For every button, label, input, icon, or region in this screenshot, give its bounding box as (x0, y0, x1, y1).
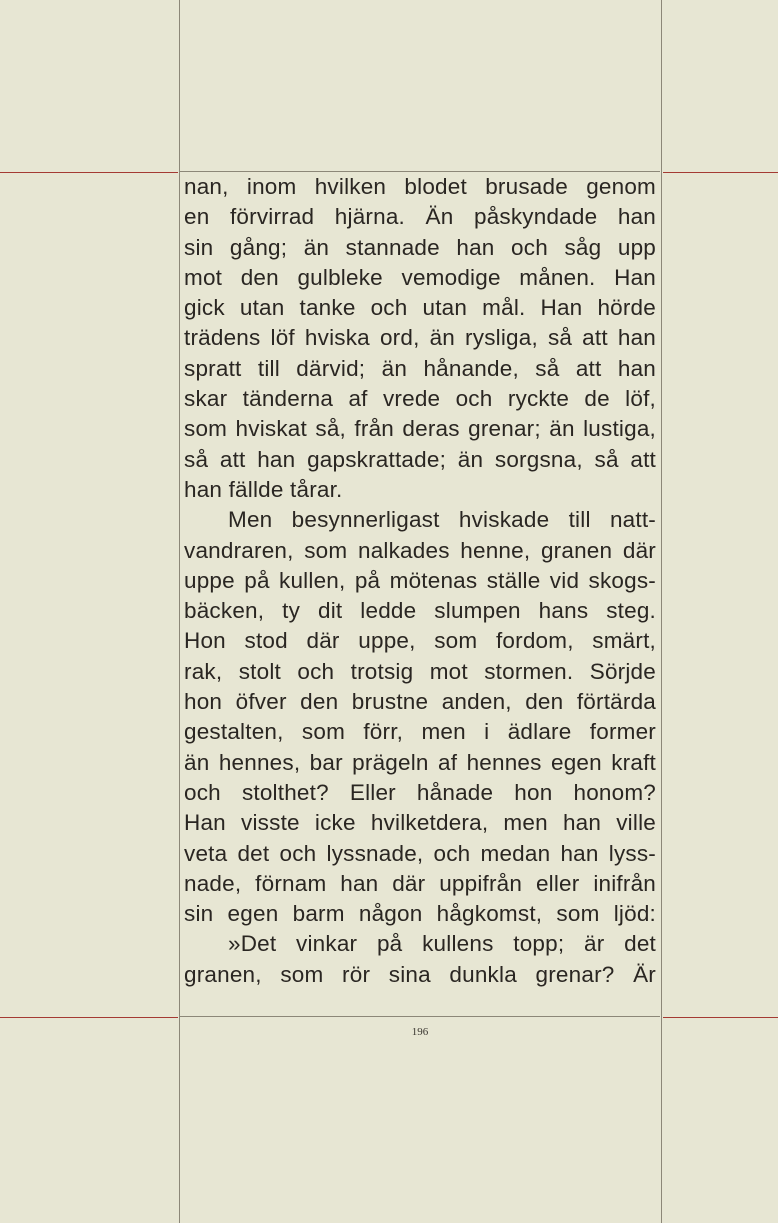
text-line: uppe på kullen, på mötenas ställe vid skogs- (184, 567, 656, 593)
text-line: än hennes, bar prägeln af hennes egen kraft (184, 749, 656, 775)
text-line: rak, stolt och trotsig mot stormen. Sörjde (184, 658, 656, 684)
right-margin-rule (661, 0, 662, 1223)
text-line: bäcken, ty dit ledde slumpen hans steg. (184, 598, 656, 624)
text-line: mot den gulbleke vemodige månen. Han (184, 264, 656, 290)
text-line: skar tänderna af vrede och ryckte de löf, (184, 386, 656, 412)
text-line: granen, som rör sina dunkla grenar? Är (184, 961, 656, 987)
text-line: trädens löf hviska ord, än rysliga, så att han (184, 325, 656, 351)
bottom-right-red-rule (663, 1017, 778, 1018)
text-line: en förvirrad hjärna. Än påskyndade han (184, 204, 656, 230)
text-line: spratt till därvid; än hånande, så att han (184, 355, 656, 381)
text-line: veta det och lyssnade, och medan han lyss- (184, 840, 656, 866)
text-line: han fällde tårar. (184, 476, 343, 502)
text-line: hon öfver den brustne anden, den förtärda (184, 689, 656, 715)
text-line: vandraren, som nalkades henne, granen där (184, 537, 656, 563)
text-frame-bottom-rule (180, 1016, 660, 1017)
text-line: Hon stod där uppe, som fordom, smärt, (184, 628, 656, 654)
text-line: sin gång; än stannade han och såg upp (184, 234, 656, 260)
text-line: och stolthet? Eller hånade hon honom? (184, 779, 656, 805)
text-line: nade, förnam han där uppifrån eller inifrån (184, 870, 656, 896)
text-line: Men besynnerligast hviskade till natt- (228, 507, 656, 533)
text-line: så att han gapskrattade; än sorgsna, så att (184, 446, 656, 472)
text-line: Han visste icke hvilketdera, men han ville (184, 810, 656, 836)
top-right-red-rule (663, 172, 778, 173)
left-margin-rule (179, 0, 180, 1223)
page-number: 196 (411, 1026, 429, 1038)
top-left-red-rule (0, 172, 178, 173)
text-line: som hviskat så, från deras grenar; än lustiga, (184, 416, 656, 442)
text-line: sin egen barm någon hågkomst, som ljöd: (184, 901, 656, 927)
text-line: gestalten, som förr, men i ädlare former (184, 719, 656, 745)
text-line: gick utan tanke och utan mål. Han hörde (184, 295, 656, 321)
text-line: »Det vinkar på kullens topp; är det (228, 931, 656, 957)
bottom-left-red-rule (0, 1017, 178, 1018)
text-line: nan, inom hvilken blodet brusade genom (184, 174, 656, 199)
body-text (184, 172, 656, 990)
